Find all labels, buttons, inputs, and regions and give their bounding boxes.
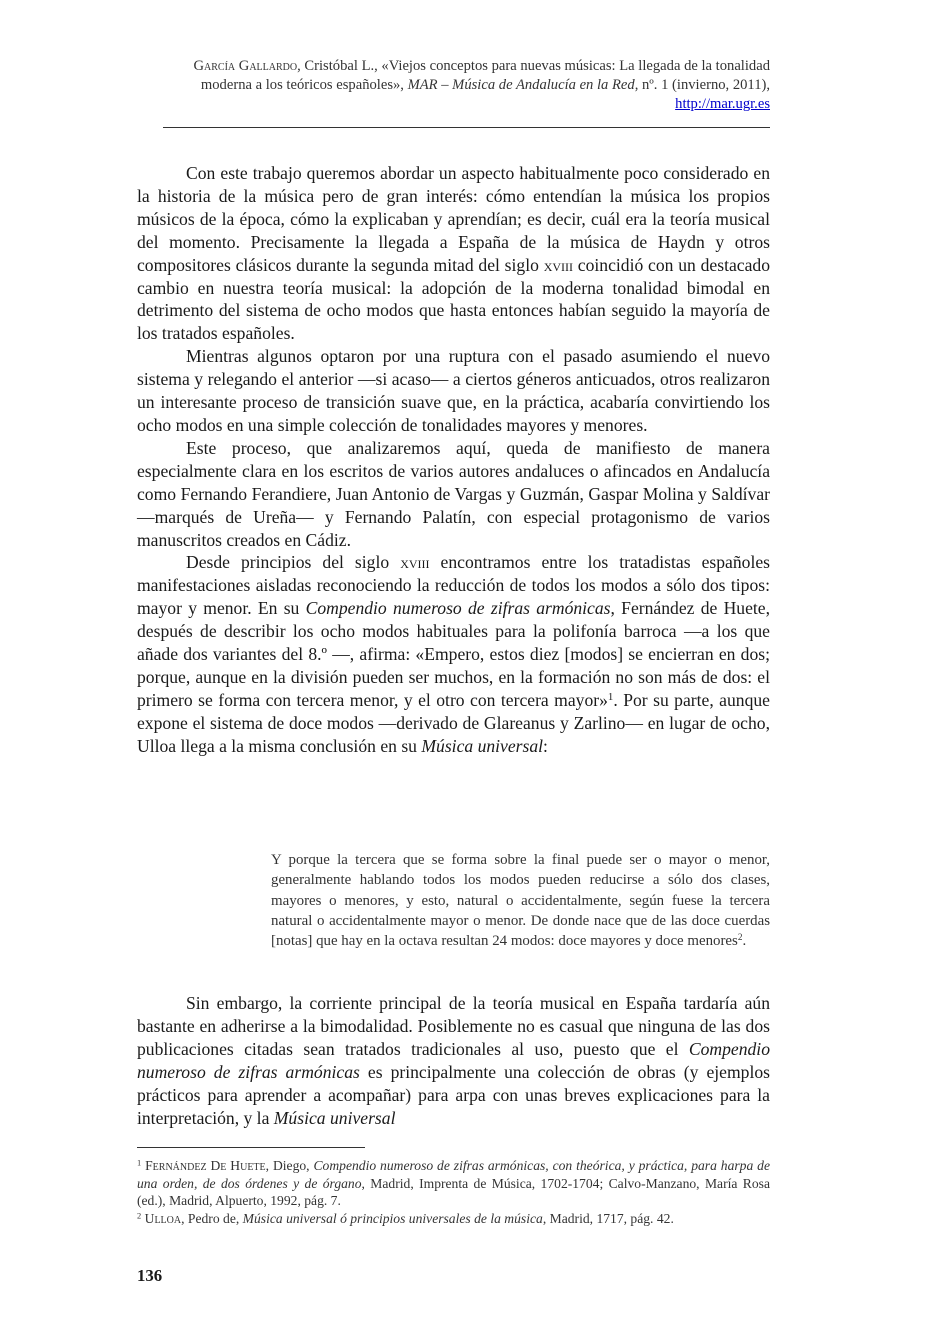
paragraph-5-title-compendio: Compendio numeroso de zifras armónicas [137,1038,770,1082]
header-author-given: , Cristóbal L., [297,58,378,74]
footnote-1-title: Compendio numeroso de zifras armónicas, con theórica, y práctica, para harpa de una orden, de dos órdenes y de órgano [137,1158,770,1191]
paragraph-5-title-musica-universal: Música universal [273,1107,396,1128]
paragraph-4-title-musica-universal: Música universal [421,735,544,756]
header-issue: , nº. 1 (invierno, 2011), [634,77,770,93]
footnote-2-text-b: , Madrid, 1717, pág. 42. [542,1210,674,1226]
footnote-2 [137,1210,770,1228]
header-divider [163,127,770,128]
paragraph-4-title-compendio: Compendio numeroso de zifras armónicas [305,598,611,619]
block-quote [271,850,770,951]
paragraph-1-century: xviii [543,254,574,275]
quote-end: . [742,933,747,950]
paragraph-4-text-e: : [543,735,548,756]
footnote-2-title: Música universal ó principios universales de la música [242,1210,543,1226]
footnote-2-text-a: , Pedro de, [181,1210,243,1226]
main-text-continued [137,992,770,1129]
page-number: 136 [137,1266,163,1285]
header-article-title: «Viejos conceptos para nuevas músicas: La llegada de la tonalidad moderna a los teóricos españoles», [200,58,770,93]
paragraph-4-century: xviii [400,552,430,573]
paragraph-4-text-a: Desde principios del siglo [186,552,401,573]
footnote-1-number: 1 [137,1157,142,1168]
paragraph-4-text-c: , Fernández de Huete, después de describir los ocho modos habituales para la polifonía barroca —a los que añade dos variantes del 8.º —, afirma: «Empero, estos diez [modos] se encierran en dos; porque, aunque en la división pueden ser muchos, en la formación no son más de dos: el primero se forma con tercera menor, y el otro con tercera mayor» [137,598,770,710]
paragraph-4 [137,551,770,757]
header-journal: MAR – Música de Andalucía en la Red [407,77,635,93]
footnote-2-author: Ulloa [144,1210,182,1226]
footnote-1-text-b: , Madrid, Imprenta de Música, 1702-1704; Calvo-Manzano, María Rosa (ed.), Madrid, Alpuerto, 1992, pág. 7. [137,1175,770,1208]
main-text [137,162,770,758]
paragraph-1 [137,162,770,345]
paragraph-5 [137,992,770,1129]
footnote-1-text-a: , Diego, [265,1158,314,1173]
paragraph-4-text-b: encontramos entre los tratadistas españoles manifestaciones aisladas reconociendo la reducción de todos los modos a sólo dos tipos: mayor y menor. En su [137,552,770,619]
footnote-1-author: Fernández De Huete [145,1158,266,1173]
header-url-link[interactable]: http://mar.ugr.es [675,96,770,112]
paragraph-2: Mientras algunos optaron por una ruptura con el pasado asumiendo el nuevo sistema y relegando el anterior —si acaso— a ciertos géneros anticuados, otros realizaron un interesante proceso de transición suave que, en la práctica, acabaría convirtiendo los ocho modos en una simple colección de tonalidades mayores y menores. [137,346,770,435]
footnote-ref-2: 2 [737,932,743,943]
paragraph-1-text-b: coincidió con un destacado cambio en nuestra teoría musical: la adopción de la moderna tonalidad bimodal en detrimento del sistema de ocho modos que hasta entonces habían seguido la mayoría de los tratados españoles. [137,254,770,344]
running-header [150,57,770,114]
footnotes [137,1157,770,1227]
footnote-2-number: 2 [137,1209,142,1220]
footnote-ref-1: 1 [607,690,614,703]
header-author-lastname: García Gallardo [193,58,298,74]
footnote-divider [137,1147,365,1148]
footnote-1 [137,1157,770,1210]
paragraph-5-text-a: Sin embargo, la corriente principal de la teoría musical en España tardaría aún bastante en adherirse a la bimodalidad. Posiblemente no es casual que ninguna de las dos publicaciones citadas sean tratados tradicionales al uso, puesto que el [137,993,770,1059]
paragraph-4-text-d: . Por su parte, aunque expone el sistema de doce modos —derivado de Glareanus y Zarlino— en lugar de ocho, Ulloa llega a la misma conclusión en su [137,689,770,756]
paragraph-5-text-b: es principalmente una colección de obras (y ejemplos prácticos para aprender a acompañar) para arpa con unas breves explicaciones para la interpretación, y la [137,1061,770,1128]
quote-text: Y porque la tercera que se forma sobre la final puede ser o mayor o menor, generalmente hablando todos los modos pueden reducirse a sólo dos clases, mayores o menores, y esto, natural o accidentalmente, según fuese la tercera natural o accidentalmente mayor o menor. De donde nace que de las doce cuerdas [notas] que hay en la octava resultan 24 modos: doce mayores y doce menores [271,852,770,950]
paragraph-1-text-a: Con este trabajo queremos abordar un aspecto habitualmente poco considerado en la historia de la música pero de gran interés: cómo entendían la música los propios músicos de la época, cómo la explicaban y aprendían; es decir, cuál era la teoría musical del momento. Precisamente la llegada a España de la música de Haydn y otros compositores clásicos durante la segunda mitad del siglo [137,163,770,275]
block-quote-text [271,850,770,951]
paragraph-3: Este proceso, que analizaremos aquí, queda de manifiesto de manera especialmente clara en los escritos de varios autores andaluces o afincados en Andalucía como Fernando Ferandiere, Juan Antonio de Vargas y Guzmán, Gaspar Molina y Saldívar —marqués de Ureña— y Fernando Palatín, con especial protagonismo de varios manuscritos creados en Cádiz. [137,437,770,550]
